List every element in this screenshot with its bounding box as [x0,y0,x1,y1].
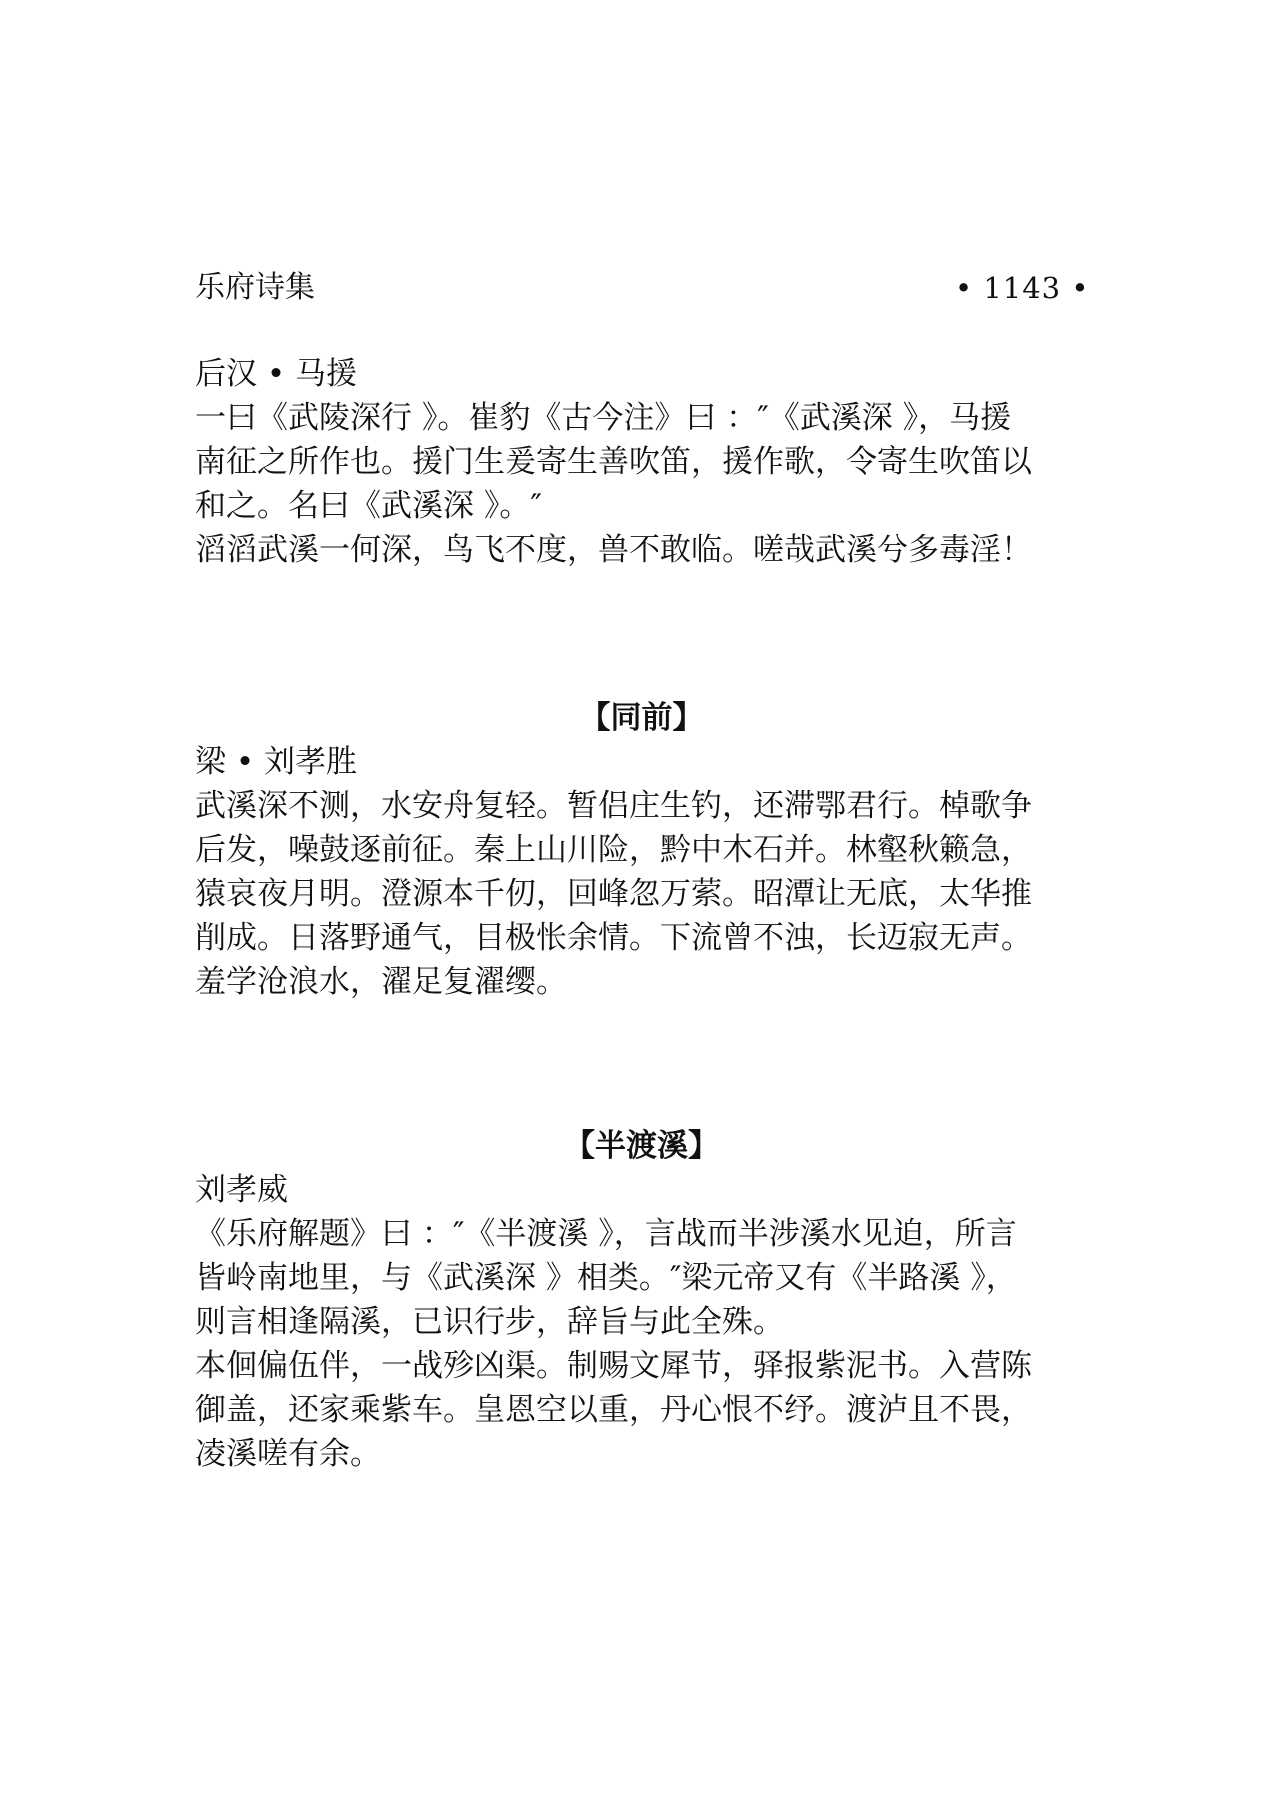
page-number: • 1143 • [955,271,1090,305]
text-line: 御盖，还家乘紫车。皇恩空以重，丹心恨不纾。渡泸且不畏， [195,1392,1032,1428]
text-line: 则言相逢隔溪，已识行步，辞旨与此全殊。 [195,1304,784,1340]
text-line: 羞学沧浪水，濯足复濯缨。 [195,964,567,1000]
text-line: 滔滔武溪一何深，鸟飞不度，兽不敢临。嗟哉武溪兮多毒淫！ [195,532,1032,568]
text-line: 皆岭南地里，与《武溪深 》相类。″梁元帝又有《半路溪 》， [195,1260,1017,1296]
text-line: 武溪深不测，水安舟复轻。暂侣庄生钓，还滞鄂君行。棹歌争 [195,788,1032,824]
poem-author: 后汉 • 马援 [195,356,357,392]
section-heading: 【半渡溪】 [564,1128,719,1164]
poem-author: 刘孝威 [195,1172,288,1208]
text-line: 削成。日落野通气，目极怅余情。下流曾不浊，长迈寂无声。 [195,920,1032,956]
text-line: 《乐府解题》曰 ：″《半渡溪 》，言战而半涉溪水见迫，所言 [195,1216,1017,1252]
text-line: 凌溪嗟有余。 [195,1436,381,1472]
book-title: 乐府诗集 [195,270,315,305]
poem-section-wuxishen [195,352,1100,572]
text-line: 后发，噪鼓逐前征。秦上山川险，黔中木石并。林壑秋籁急， [195,832,1032,868]
poem-section-banduxi [195,1168,1100,1476]
text-line: 南征之所作也。援门生爰寄生善吹笛，援作歌，令寄生吹笛以 [195,444,1032,480]
text-line: 和之。名曰《武溪深 》。″ [195,488,542,524]
text-line: 猿哀夜月明。澄源本千仞，回峰忽万萦。昭潭让无底，太华推 [195,876,1032,912]
poem-section-tongqian [195,740,1100,1004]
text-line: 本佪偏伍伴，一战殄凶渠。制赐文犀节，驿报紫泥书。入营陈 [195,1348,1032,1384]
text-line: 一曰《武陵深行 》。崔豹《古今注》曰 ：″《武溪深 》，马援 [195,400,1012,436]
section-heading: 【同前】 [579,700,704,736]
poem-author: 梁 • 刘孝胜 [195,744,357,780]
